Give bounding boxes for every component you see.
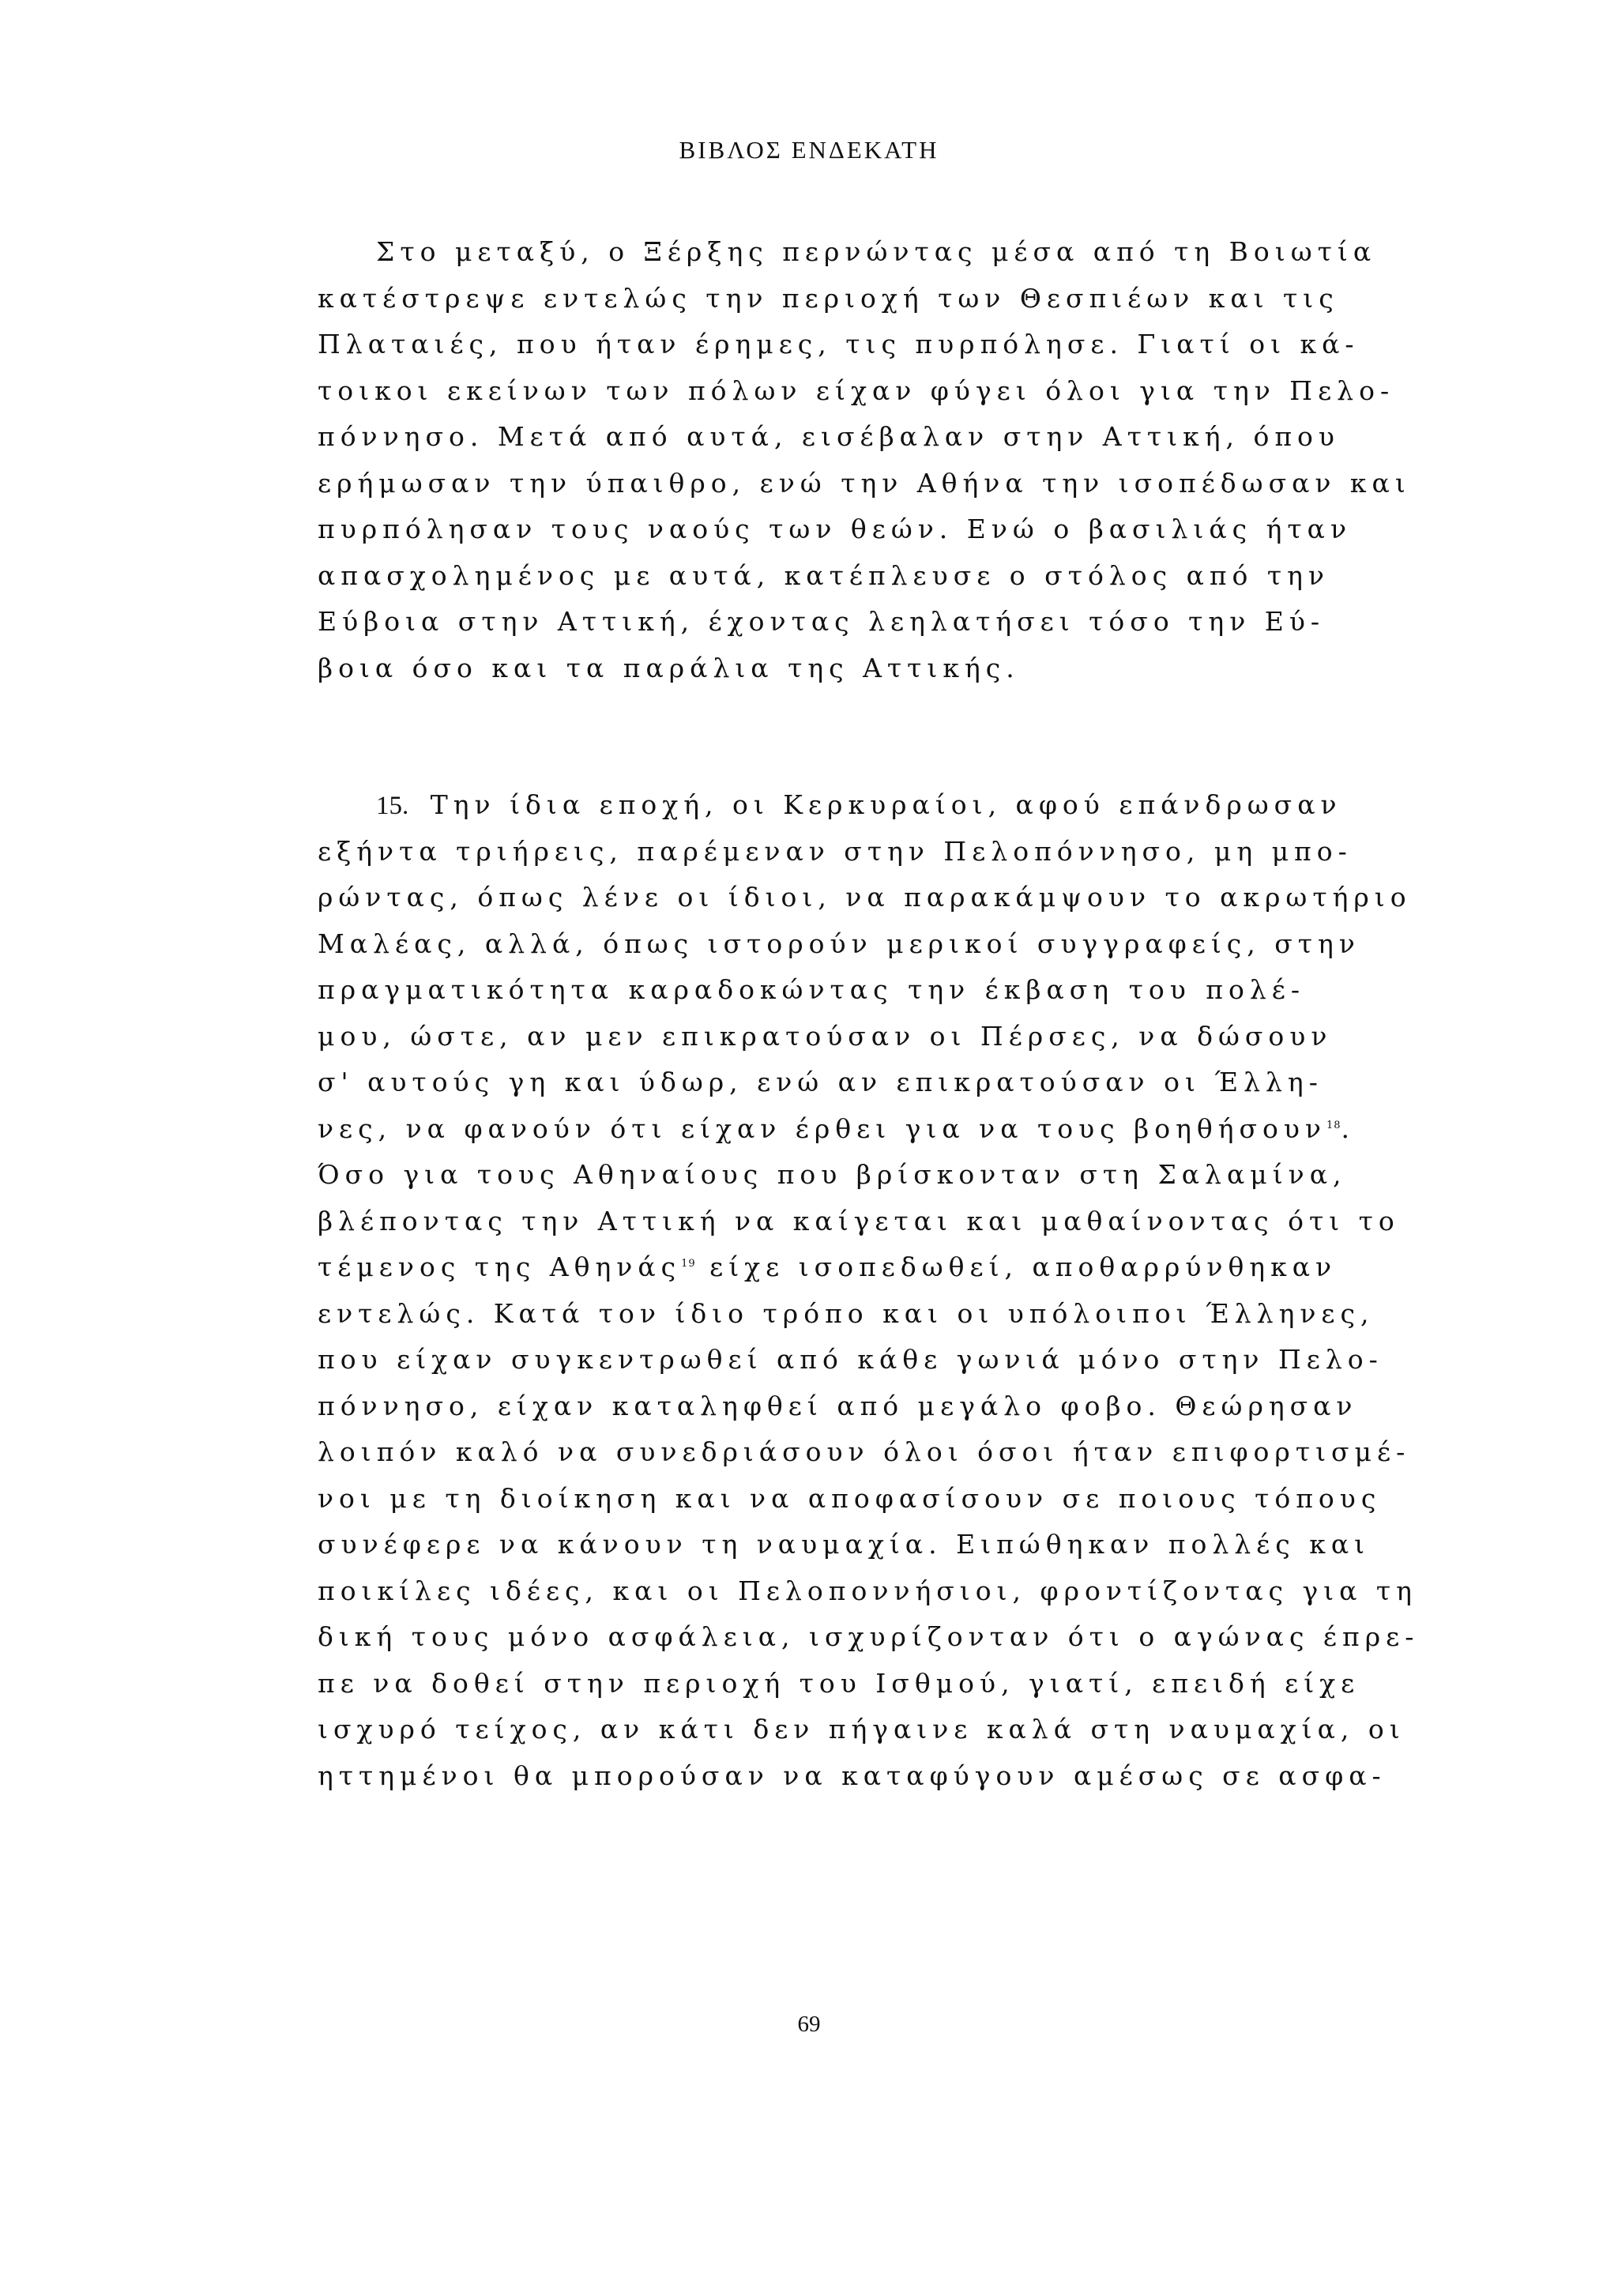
paragraph-1	[318, 229, 1411, 691]
text-line: Στο μεταξύ, ο Ξέρξης περνώντας μέσα από τη Βοιωτία	[376, 236, 1377, 267]
paragraph-2	[318, 782, 1420, 1799]
text-line: ηττημένοι θα μπορούσαν να καταφύγουν αμέσως σε ασφα-	[318, 1760, 1387, 1791]
page-number: 69	[797, 2012, 821, 2037]
text-line-chapter-start	[318, 782, 1342, 829]
text-line: πυρπόλησαν τους ναούς των θεών. Ενώ ο βασιλιάς ήταν	[318, 514, 1353, 544]
text-line: κατέστρεψε εντελώς την περιοχή των Θεσπιέων και τις	[318, 282, 1339, 314]
text-line: Εύβοια στην Αττική, έχοντας λεηλατήσει τόσο την Εύ-	[318, 606, 1326, 637]
text-line: πε να δοθεί στην περιοχή του Ισθμού, γιατί, επειδή είχε	[318, 1667, 1360, 1699]
text-line: συνέφερε να κάνουν τη ναυμαχία. Ειπώθηκαν πολλές και	[318, 1529, 1371, 1560]
text-line-with-note-18	[318, 1106, 1356, 1153]
chapter-first-line: Την ίδια εποχή, οι Κερκυραίοι, αφού επάνδρωσαν	[430, 789, 1342, 820]
text-line: ποικίλες ιδέες, και οι Πελοποννήσιοι, φροντίζοντας για τη	[318, 1575, 1417, 1606]
text-line: δική τους μόνο ασφάλεια, ισχυρίζονταν ότι ο αγώνας έπρε-	[318, 1621, 1420, 1652]
text-line: λοιπόν καλό να συνεδριάσουν όλοι όσοι ήταν επιφορτισμέ-	[318, 1436, 1411, 1467]
line-text: νες, να φανούν ότι είχαν έρθει για να τους βοηθήσουν	[318, 1112, 1326, 1144]
line-text: είχε ισοπεδωθεί, αποθαρρύνθηκαν	[695, 1252, 1338, 1282]
text-line-with-note-19	[318, 1244, 1338, 1291]
text-line: ρώντας, όπως λένε οι ίδιοι, να παρακάμψουν το ακρωτήριο	[318, 882, 1412, 913]
text-line: Όσο για τους Αθηναίους που βρίσκονταν στη Σαλαμίνα,	[318, 1159, 1347, 1190]
text-line: εξήντα τριήρεις, παρέμεναν στην Πελοπόννησο, μη μπο-	[318, 835, 1353, 867]
line-head: τέμενος της Αθηνάς	[318, 1252, 682, 1282]
text-line: Μαλέας, αλλά, όπως ιστορούν μερικοί συγγραφείς, στην	[318, 928, 1360, 959]
running-head: ΒΙΒΛΟΣ ΕΝΔΕΚΑΤΗ	[679, 136, 939, 164]
text-line: βλέποντας την Αττική να καίγεται και μαθαίνοντας ότι το	[318, 1205, 1400, 1236]
line-tail: .	[1341, 1112, 1356, 1144]
footnote-marker-18[interactable]: 18	[1326, 1119, 1341, 1131]
text-line: Πλαταιές, που ήταν έρημες, τις πυρπόλησε. Γιατί οι κά-	[318, 329, 1360, 359]
footnote-marker-19[interactable]: 19	[681, 1258, 696, 1270]
text-line: εντελώς. Κατά τον ίδιο τρόπο και οι υπόλοιποι Έλληνες,	[318, 1297, 1375, 1329]
text-line: μου, ώστε, αν μεν επικρατούσαν οι Πέρσες, να δώσουν	[318, 1020, 1333, 1052]
text-line: πόννησο. Μετά από αυτά, εισέβαλαν στην Αττική, όπου	[318, 421, 1340, 452]
text-line: νοι με τη διοίκηση και να αποφασίσουν σε ποιους τόπους	[318, 1482, 1382, 1514]
text-line: ερήμωσαν την ύπαιθρο, ενώ την Αθήνα την ισοπέδωσαν και	[318, 467, 1411, 499]
text-line: που είχαν συγκεντρωθεί από κάθε γωνιά μόνο στην Πελο-	[318, 1344, 1383, 1375]
text-line: πραγματικότητα καραδοκώντας την έκβαση του πολέ-	[318, 974, 1305, 1005]
text-line: βοια όσο και τα παράλια της Αττικής.	[318, 652, 1020, 683]
chapter-number: 15.	[376, 792, 409, 820]
text-line: ισχυρό τείχος, αν κάτι δεν πήγαινε καλά στη ναυμαχία, οι	[318, 1714, 1405, 1745]
text-line: πόννησο, είχαν καταληφθεί από μεγάλο φοβο. Θεώρησαν	[318, 1390, 1358, 1421]
text-line: τοικοι εκείνων των πόλων είχαν φύγει όλοι για την Πελο-	[318, 375, 1395, 406]
text-line: σ' αυτούς γη και ύδωρ, ενώ αν επικρατούσαν οι Έλλη-	[318, 1067, 1323, 1097]
text-line: απασχολημένος με αυτά, κατέπλευσε ο στόλος από την	[318, 559, 1330, 591]
